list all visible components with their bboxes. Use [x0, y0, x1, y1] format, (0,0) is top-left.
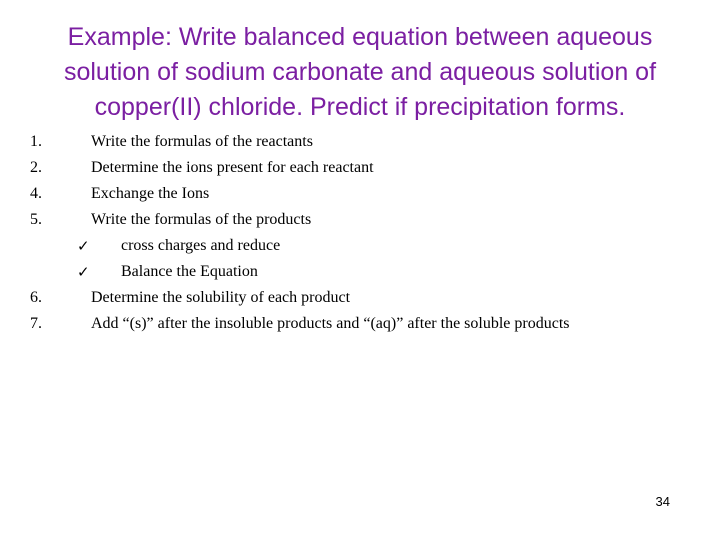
step-list	[30, 129, 700, 337]
title-line-2: solution of sodium carbonate and aqueous solution of	[63, 58, 657, 86]
step-text: Determine the solubility of each product	[91, 289, 351, 306]
substep-item	[30, 259, 700, 285]
substep-text: cross charges and reduce	[121, 237, 281, 254]
step-text: Determine the ions present for each reactant	[91, 159, 374, 176]
step-text: Write the formulas of the products	[91, 211, 312, 228]
step-number: 4.	[30, 185, 42, 202]
checkmark-icon: ✓	[77, 263, 90, 281]
step-item	[30, 311, 700, 337]
step-number: 7.	[30, 315, 42, 332]
title-line-1: Example: Write balanced equation between aqueous	[67, 23, 653, 51]
step-text: Write the formulas of the reactants	[91, 133, 313, 150]
step-item	[30, 155, 700, 181]
step-number: 6.	[30, 289, 42, 306]
step-text: Add “(s)” after the insoluble products and “(aq)” after the soluble products	[91, 315, 570, 332]
checkmark-icon: ✓	[77, 237, 90, 255]
step-item	[30, 285, 700, 311]
step-item	[30, 129, 700, 155]
substep-text: Balance the Equation	[121, 263, 258, 280]
step-number: 1.	[30, 133, 42, 150]
substep-item	[30, 233, 700, 259]
step-item	[30, 181, 700, 207]
step-number: 5.	[30, 211, 42, 228]
title-line-3: copper(II) chloride. Predict if precipitation forms.	[94, 93, 626, 121]
slide-title	[40, 20, 680, 125]
step-item	[30, 207, 700, 233]
step-number: 2.	[30, 159, 42, 176]
step-text: Exchange the Ions	[91, 185, 210, 202]
page-number: 34	[655, 494, 670, 509]
